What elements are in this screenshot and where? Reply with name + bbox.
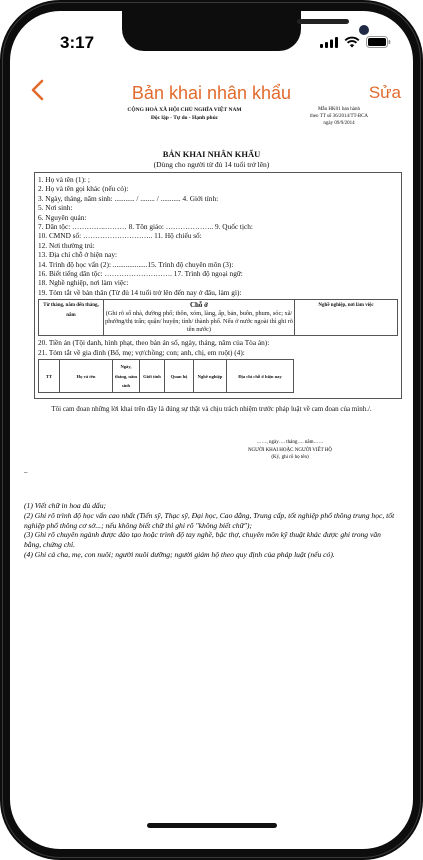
home-indicator[interactable] — [147, 823, 277, 828]
history-col-job: Nghề nghiệp, nơi làm việc — [295, 300, 398, 336]
footnotes — [24, 501, 396, 560]
national-header — [97, 107, 272, 122]
footnote: (3) Ghi rõ chuyên ngành được đào tạo hoặc trình độ tay nghề, bậc thợ, chuyên môn kỹ thuật khác được ghi trong văn bằng, chứng chỉ. — [24, 530, 381, 550]
form-line: 16. Biết tiếng dân tộc: ………………………. 17. Trình độ ngoại ngữ: — [38, 269, 243, 279]
family-col: Giới tính — [140, 360, 165, 393]
signature-block — [230, 439, 350, 462]
history-col-residence-head: Chỗ ở — [189, 301, 209, 310]
form-reference-line: Mẫu HK01 ban hành — [317, 107, 361, 112]
battery-icon — [366, 36, 391, 48]
form-line: 10. CMND số: ……………………….. 11. Hộ chiếu số: — [38, 231, 202, 241]
family-col: Họ và tên — [60, 360, 113, 393]
form-line: 5. Nơi sinh: — [38, 203, 73, 213]
camera — [359, 25, 369, 35]
edit-button[interactable]: Sửa — [368, 83, 401, 102]
national-name: CỘNG HOÀ XÃ HỘI CHỦ NGHĨA VIỆT NAM — [127, 107, 242, 113]
history-table — [38, 299, 398, 336]
form-line: 7. Dân tộc: …………..……… 8. Tôn giáo: ……………….. 9. Quốc tịch: — [38, 222, 253, 232]
family-table — [38, 359, 294, 393]
form-reference-line: ngày 09/9/2014 — [323, 120, 355, 126]
status-time: 3:17 — [60, 33, 95, 52]
form-line: 2. Họ và tên gọi khác (nếu có): — [38, 184, 129, 194]
form-line: 6. Nguyên quán: — [38, 212, 87, 222]
form-reference-line: theo TT số 36/2014/TT-BCA — [309, 113, 369, 119]
signature-note: (Ký, ghi rõ họ tên) — [271, 455, 309, 460]
status-icons — [320, 36, 391, 48]
history-col-residence — [104, 300, 295, 336]
document-preview[interactable] — [22, 107, 401, 414]
family-col: Địa chỉ chỗ ở hiện nay — [227, 360, 294, 393]
form-fields — [34, 172, 402, 399]
history-col-residence-desc: (Ghi rõ số nhà, đường phố; thôn, xóm, làng, ấp, bản, buôn, phum, sóc; xã/ phường/thị trấn; quận/ huyện; tỉnh/ thành phố. Nếu ở nước ngoài thì ghi rõ tên nước) — [105, 310, 293, 334]
form-line: 1. Họ và tên (1): ; — [38, 175, 90, 184]
history-col-period: Từ tháng, năm đến tháng, năm — [39, 300, 104, 336]
form-line: 20. Tiền án (Tội danh, hình phạt, theo bản án số, ngày, tháng, năm của Tòa án): — [38, 338, 270, 348]
pledge-text: Tôi cam đoan những lời khai trên đây là đúng sự thật và chịu trách nhiệm trước pháp luật về cam đoan của mình./. — [51, 405, 372, 414]
form-line: 19. Tóm tắt về bản thân (Từ đủ 14 tuổi trở lên đến nay ở đâu, làm gì): — [38, 287, 242, 297]
form-line: 3. Ngày, tháng, năm sinh: ........... / ........ / ........... 4. Giới tính: — [38, 193, 219, 203]
form-line: 18. Nghề nghiệp, nơi làm việc: — [38, 278, 129, 288]
separator: _ — [24, 466, 28, 474]
form-line: 12. Nơi thường trú: — [38, 240, 95, 250]
signal-icon — [320, 37, 338, 48]
document-header — [22, 107, 401, 147]
document-subtitle: (Dùng cho người từ đủ 14 tuổi trở lên) — [153, 159, 270, 169]
speaker — [297, 19, 349, 24]
family-col: TT — [39, 360, 60, 393]
footnote: (1) Viết chữ in hoa đủ dấu; — [24, 501, 107, 510]
footnote: (4) Ghi cả cha, mẹ, con nuôi; người nuôi dưỡng; người giám hộ theo quy định của pháp luật (nếu có). — [24, 549, 335, 559]
wifi-icon — [344, 36, 360, 48]
family-col: Nghề nghiệp — [194, 360, 227, 393]
screen — [10, 11, 413, 849]
document-title: BẢN KHAI NHÂN KHẨU — [162, 149, 261, 159]
form-line: 13. Địa chỉ chỗ ở hiện nay: — [38, 250, 118, 260]
signature-title: NGƯỜI KHAI HOẶC NGƯỜI VIẾT HỘ — [247, 447, 333, 453]
national-motto: Độc lập - Tự do - Hạnh phúc — [150, 114, 219, 121]
signature-date: ……, ngày…. tháng…. năm…… — [256, 440, 324, 445]
footnote: (2) Ghi rõ trình độ học vấn cao nhất (Tiến sỹ, Thạc sỹ, Đại học, Cao đẳng, Trung cấp, tốt nghiệp phổ thông trung học, tốt nghiệp phổ thông cơ sở...; nếu không biết chữ thì ghi rõ "không biết chữ"); — [24, 510, 395, 530]
form-reference — [294, 107, 384, 127]
family-col: Ngày, tháng, năm sinh — [113, 360, 140, 393]
form-line: 14. Trình độ học vấn (2): ...................15. Trình độ chuyên môn (3): — [38, 259, 234, 269]
nav-title: Bản khai nhân khẩu — [131, 83, 292, 103]
notch — [122, 11, 301, 51]
form-line: 21. Tóm tắt về gia đình (Bố, mẹ; vợ/chồng; con; anh, chị, em ruột) (4): — [38, 347, 245, 357]
family-col: Quan hệ — [165, 360, 194, 393]
